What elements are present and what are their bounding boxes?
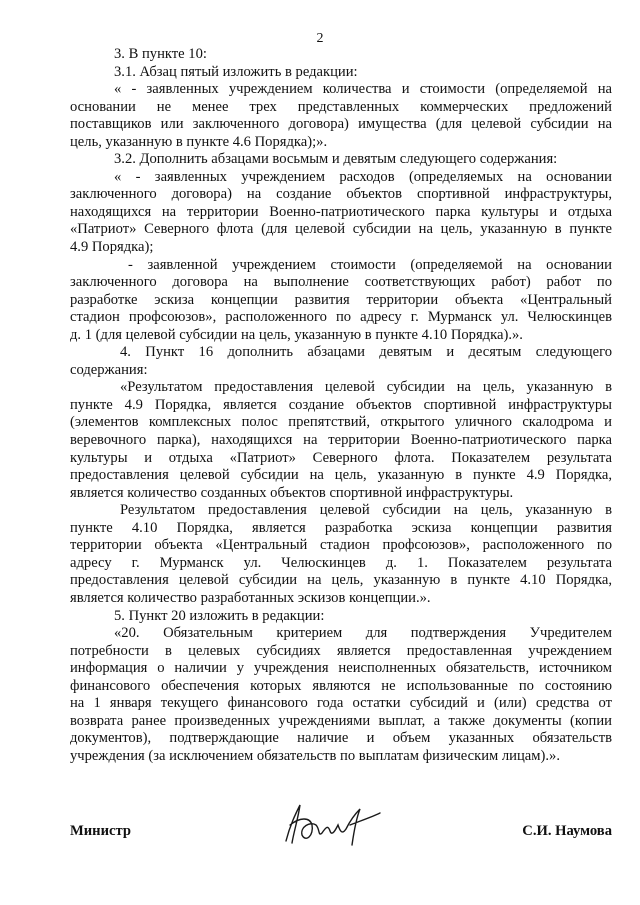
text-line: «Результатом предоставления целевой субсидии на цель, указанную в (120, 379, 612, 396)
text-line: веревочного парка), находящихся на территории Военно-патриотического парка (70, 432, 612, 449)
document-body (70, 46, 612, 765)
text-line: цель, указанную в пункте 4.6 Порядка);». (70, 133, 328, 150)
text-line: учреждения (за исключением обязательств по выплатам физическим лицам).». (70, 747, 560, 764)
text-line: возврата ранее произведенных учреждениями выплат, а также документы (копии (70, 712, 612, 729)
text-line: 3. В пункте 10: (114, 46, 207, 62)
text-line: находящихся на территории Военно-патриотического парка культуры и отдыха (70, 203, 612, 220)
handwritten-signature (276, 795, 386, 851)
text-line: содержания: (70, 361, 148, 378)
page-number: 2 (316, 31, 324, 46)
text-line: предоставления целевой субсидии на цель, указанную в пункте 4.10 Порядка, (70, 572, 612, 589)
signature-block (70, 815, 612, 855)
text-line: (элементов комплексных полос препятствий, открытого уличного скалодрома и (70, 414, 612, 431)
text-line: 5. Пункт 20 изложить в редакции: (114, 607, 325, 624)
text-line: является количество созданных объектов спортивной инфраструктуры. (70, 484, 514, 501)
text-line: « - заявленных учреждением расходов (определяемых на основании (114, 168, 612, 185)
text-line: документов), подтверждающие наличие и объем указанных обязательств (70, 730, 612, 747)
text-line: 3.2. Дополнить абзацами восьмым и девятым следующего содержания: (114, 151, 558, 168)
text-line: поставщиков или заключенного договора) имущества (для целевой субсидии на (70, 116, 612, 133)
text-line: является количество разработанных эскизов концепции.». (70, 589, 431, 606)
text-line: заключенного договора) на создание объектов спортивной инфраструктуры, (70, 186, 612, 203)
text-line: 4.9 Порядка); (70, 239, 154, 256)
text-line: стадион профсоюзов», расположенного по адресу г. Мурманск ул. Челюскинцев (70, 309, 612, 326)
text-line: адресу г. Мурманск ул. Челюскинцев д. 1. Показателем результата (70, 554, 612, 571)
text-line: заключенного договора на выполнение соответствующих работ) работ по (70, 274, 612, 291)
text-line: территории объекта «Центральный стадион профсоюзов», расположенного по (70, 537, 612, 554)
text-line: пункте 4.9 Порядка, является создание объектов спортивной инфраструктуры (70, 396, 612, 413)
text-line: предоставления целевой субсидии на цель, указанную в пункте 4.9 Порядка, (70, 467, 612, 484)
text-line: Результатом предоставления целевой субсидии на цель, указанную в (120, 502, 612, 519)
text-line: на 1 января текущего финансового года остатки субсидий и (или) средства от (70, 695, 612, 712)
text-line: разработке эскиза концепции развития территории объекта «Центральный (70, 291, 612, 308)
text-line: пункте 4.10 Порядка, является разработка эскиза концепции развития (70, 519, 612, 536)
text-line: « - заявленных учреждением количества и стоимости (определяемой на (114, 81, 612, 98)
signer-position: Министр (70, 823, 131, 839)
text-line: основании не менее трех представленных коммерческих предложений (70, 98, 612, 115)
text-line: «Патриот» Северного флота (для целевой субсидии на цель, указанную в пункте (70, 221, 612, 238)
text-line: «20. Обязательным критерием для подтверждения Учредителем (114, 625, 612, 642)
text-line: д. 1 (для целевой субсидии на цель, указанную в пункте 4.10 Порядка).». (70, 326, 523, 343)
text-line: культуры и отдыха «Патриот» Северного флота. Показателем результата (70, 449, 612, 466)
text-line: 3.1. Абзац пятый изложить в редакции: (114, 63, 358, 80)
text-line: 4. Пункт 16 дополнить абзацами девятым и десятым следующего (120, 344, 612, 361)
text-line: потребности в целевых субсидиях является предоставленная учреждением (70, 642, 612, 659)
text-line: - заявленной учреждением стоимости (определяемой на основании (128, 256, 612, 273)
signer-name: С.И. Наумова (522, 823, 612, 839)
text-line: финансового обеспечения которых являются не использованные по состоянию (70, 677, 612, 694)
text-line: информация о наличии у учреждения неисполненных обязательств, источником (70, 660, 612, 677)
